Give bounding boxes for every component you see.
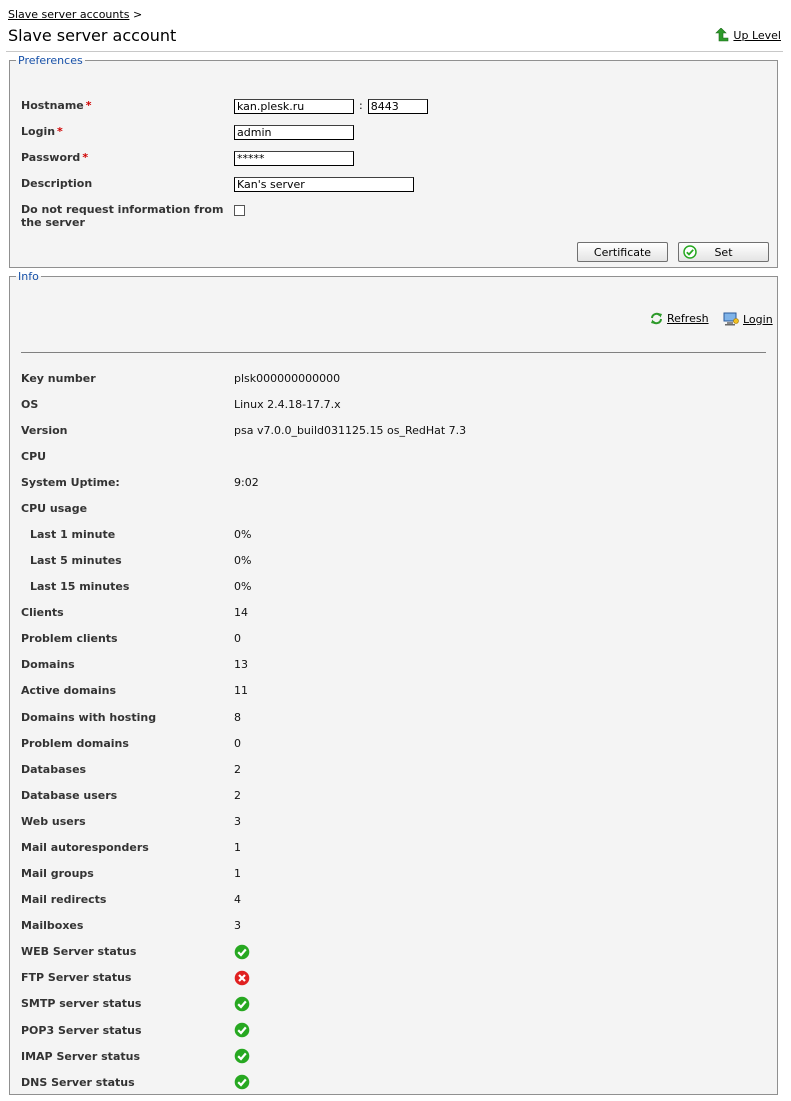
info-row-value: 0% (234, 554, 252, 568)
required-mark: * (57, 125, 63, 138)
status-row (21, 945, 250, 959)
login-input[interactable] (234, 125, 354, 140)
info-row-value: 8 (234, 710, 241, 724)
info-row-label: Domains with hosting (21, 710, 157, 724)
description-row (21, 177, 414, 192)
info-row-label: Problem clients (21, 632, 118, 646)
info-row-value: 2 (234, 788, 241, 802)
info-row-label: Database users (21, 788, 118, 802)
password-input[interactable] (234, 151, 354, 166)
info-row (21, 371, 340, 385)
info-row-label: Problem domains (21, 736, 129, 750)
info-row-label: Databases (21, 762, 87, 776)
info-row (21, 684, 248, 698)
set-button[interactable] (678, 242, 769, 262)
info-row-value: 0 (234, 736, 241, 750)
info-row-label: Mail redirects (21, 893, 107, 907)
status-row-label: SMTP server status (21, 997, 142, 1011)
no-request-label: Do not request information from the server (21, 203, 224, 229)
info-row-label: Clients (21, 606, 64, 620)
info-row-value: 0 (234, 632, 241, 646)
info-row-value: 11 (234, 684, 248, 698)
info-row (21, 658, 248, 672)
info-row-label: Last 15 minutes (30, 580, 130, 594)
info-row (21, 814, 241, 828)
refresh-link[interactable] (650, 312, 709, 325)
info-row-label: Mailboxes (21, 919, 84, 933)
status-error-icon (234, 970, 250, 986)
info-row-label: Mail autoresponders (21, 840, 149, 854)
info-row (21, 736, 241, 750)
computer-login-icon (723, 312, 739, 326)
info-row-value: plsk000000000000 (234, 371, 341, 385)
info-row-value: 3 (234, 814, 241, 828)
description-input[interactable] (234, 177, 414, 192)
info-row-label: Domains (21, 658, 75, 672)
header-divider (6, 51, 783, 52)
info-row-value: psa v7.0.0_build031125.15 os_RedHat 7.3 (234, 423, 467, 437)
info-row-value: 9:02 (234, 475, 259, 489)
info-row (21, 397, 341, 411)
status-row-label: DNS Server status (21, 1075, 135, 1089)
status-row-label: IMAP Server status (21, 1049, 141, 1063)
info-row-value: 3 (234, 919, 241, 933)
status-ok-icon (234, 996, 250, 1012)
port-colon: : (359, 99, 363, 112)
status-row-label: FTP Server status (21, 971, 132, 985)
info-row-label: Web users (21, 814, 86, 828)
info-row-value: 14 (234, 606, 248, 620)
refresh-icon (650, 312, 663, 325)
preferences-legend: Preferences (18, 54, 83, 67)
required-mark: * (82, 151, 89, 164)
login-label[interactable]: Login (743, 312, 773, 326)
info-row (21, 632, 241, 646)
login-row (21, 125, 354, 140)
no-request-checkbox[interactable] (234, 205, 245, 216)
info-row-label: CPU (21, 449, 47, 463)
info-row (21, 919, 241, 933)
status-row (21, 971, 250, 985)
no-request-row (21, 203, 245, 229)
up-level-link[interactable] (715, 28, 781, 42)
info-panel (9, 270, 778, 1095)
preferences-panel (9, 54, 778, 268)
certificate-button-label: Certificate (593, 245, 652, 259)
status-row (21, 1049, 250, 1063)
info-row (21, 867, 241, 881)
info-divider (21, 352, 766, 353)
hostname-input[interactable] (234, 99, 354, 114)
description-label: Description (21, 177, 93, 190)
page-title: Slave server account (8, 26, 177, 45)
info-row (21, 762, 241, 776)
info-row (21, 710, 241, 724)
info-row-label: Last 5 minutes (30, 554, 122, 568)
info-row-label: CPU usage (21, 501, 88, 515)
info-row-label: Mail groups (21, 867, 94, 881)
info-row (21, 449, 234, 463)
info-row-value: 0% (234, 580, 252, 594)
status-ok-icon (234, 1074, 250, 1090)
info-row-label: Key number (21, 371, 96, 385)
status-ok-icon (234, 944, 250, 960)
info-row (21, 580, 251, 594)
info-row-value: Linux 2.4.18-17.7.x (234, 397, 341, 411)
required-mark: * (85, 99, 92, 112)
breadcrumb (8, 8, 142, 21)
status-row (21, 997, 250, 1011)
info-row-label: Active domains (21, 684, 116, 698)
info-row (21, 893, 241, 907)
password-label: Password * (21, 151, 89, 164)
breadcrumb-separator: > (132, 8, 143, 21)
port-input[interactable] (368, 99, 428, 114)
hostname-label: Hostname * (21, 99, 92, 112)
login-link[interactable] (723, 312, 773, 326)
info-row-value: 4 (234, 893, 241, 907)
info-row-label: System Uptime: (21, 475, 120, 489)
breadcrumb-link-slave-server-accounts[interactable]: Slave server accounts (8, 8, 130, 21)
set-button-label: Set (714, 245, 733, 259)
info-row (21, 423, 466, 437)
info-row (21, 788, 241, 802)
status-ok-icon (234, 1022, 250, 1038)
status-row-label: POP3 Server status (21, 1023, 142, 1037)
info-legend: Info (18, 270, 39, 283)
info-row-value: 1 (234, 867, 241, 881)
info-row-value: 13 (234, 658, 248, 672)
info-row (21, 527, 251, 541)
certificate-button[interactable] (577, 242, 668, 262)
login-label: Login * (21, 125, 63, 138)
info-row (21, 475, 259, 489)
info-row (21, 840, 241, 854)
info-row (21, 606, 248, 620)
info-row (21, 554, 251, 568)
info-row (21, 501, 234, 515)
info-row-label: Version (21, 423, 68, 437)
info-row-value: 2 (234, 762, 241, 776)
up-arrow-icon (715, 28, 729, 42)
check-circle-icon (683, 245, 697, 259)
password-row (21, 151, 354, 166)
info-row-label: Last 1 minute (30, 527, 116, 541)
hostname-row (21, 99, 428, 114)
status-row (21, 1023, 250, 1037)
status-ok-icon (234, 1048, 250, 1064)
info-row-label: OS (21, 397, 39, 411)
status-row (21, 1075, 250, 1089)
status-row-label: WEB Server status (21, 945, 137, 959)
up-level-label[interactable]: Up Level (733, 28, 781, 42)
refresh-label[interactable]: Refresh (667, 312, 709, 325)
info-row-value: 1 (234, 840, 241, 854)
info-row-value: 0% (234, 527, 252, 541)
